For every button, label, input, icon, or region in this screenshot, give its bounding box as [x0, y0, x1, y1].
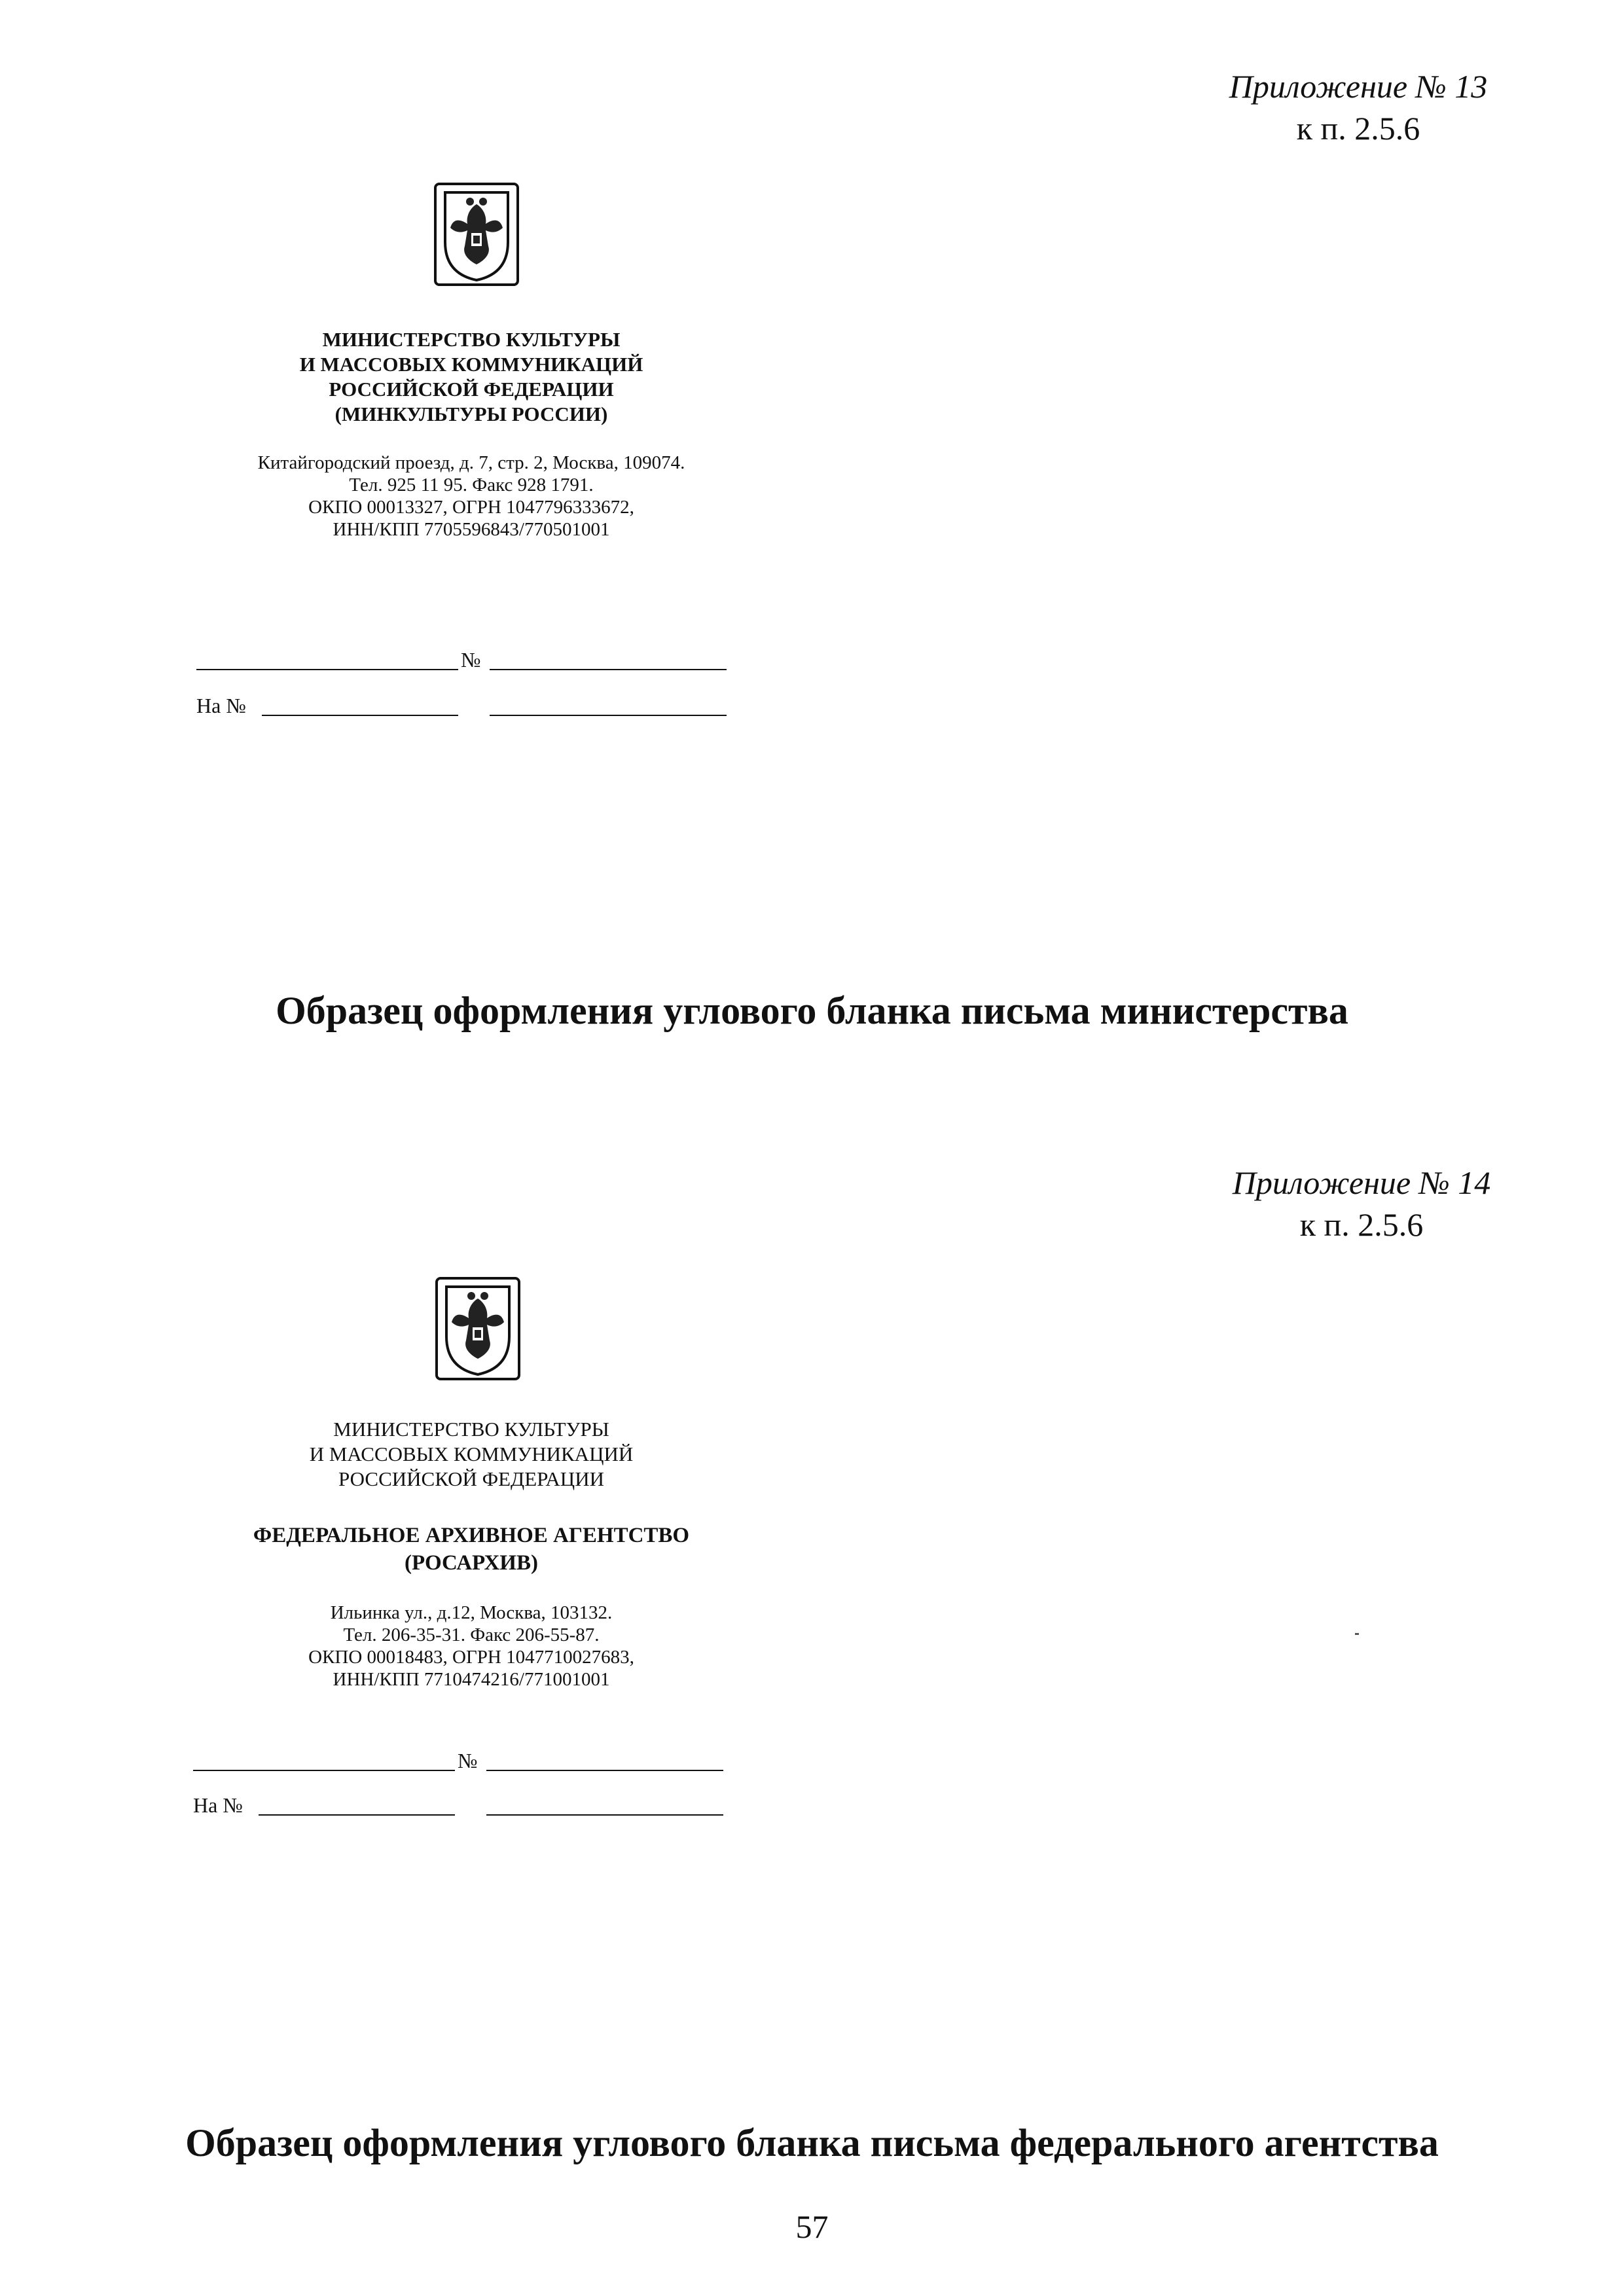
ministry-letterhead: [209, 327, 733, 541]
appendix-13-label: Приложение № 13: [1229, 68, 1488, 105]
phone-line: Тел. 925 11 95. Факс 928 1791.: [349, 475, 594, 495]
reply-date-line[interactable]: [490, 715, 727, 716]
inn-line: ИНН/КПП 7710474216/771001001: [333, 1669, 610, 1690]
address-line: Китайгородский проезд, д. 7, стр. 2, Москва, 109074.: [257, 452, 685, 473]
appendix-13-ref: к п. 2.5.6: [1296, 110, 1420, 147]
registration-row: [193, 1749, 730, 1775]
ministry-name: [209, 1417, 733, 1492]
date-field-line[interactable]: [196, 669, 458, 670]
reply-row: [196, 694, 733, 720]
appendix-14-ref: к п. 2.5.6: [1299, 1206, 1424, 1243]
date-field-line[interactable]: [193, 1770, 455, 1771]
agency-name-line: ФЕДЕРАЛЬНОЕ АРХИВНОЕ АГЕНТСТВО: [253, 1524, 690, 1547]
coat-of-arms-icon: [435, 1276, 521, 1381]
reply-row: [193, 1793, 730, 1820]
agency-short-name: (РОСАРХИВ): [405, 1551, 538, 1575]
agency-address: [209, 1602, 733, 1691]
ministry-name-line: И МАССОВЫХ КОММУНИКАЦИЙ: [299, 353, 643, 376]
page-number: 57: [795, 2208, 829, 2245]
reply-to-label: На №: [196, 694, 246, 717]
okpo-line: ОКПО 00013327, ОГРН 1047796333672,: [308, 497, 634, 518]
number-field-line[interactable]: [490, 669, 727, 670]
ministry-name-line: МИНИСТЕРСТВО КУЛЬТУРЫ: [322, 328, 621, 351]
number-field-line[interactable]: [486, 1770, 723, 1771]
agency-letterhead: [209, 1417, 733, 1691]
appendix-14-label: Приложение № 14: [1232, 1164, 1491, 1201]
ministry-name-line: РОССИЙСКОЙ ФЕДЕРАЦИИ: [338, 1467, 604, 1490]
reply-number-line[interactable]: [259, 1814, 455, 1816]
reply-to-label: На №: [193, 1793, 243, 1817]
ministry-name: [209, 327, 733, 427]
ministry-caption: Образец оформления углового бланка письма министерства: [276, 989, 1348, 1032]
appendix-14-header: [1218, 1162, 1506, 1246]
appendix-13-header: [1214, 65, 1502, 149]
ministry-name-line: И МАССОВЫХ КОММУНИКАЦИЙ: [309, 1443, 634, 1465]
ministry-name-line: РОССИЙСКОЙ ФЕДЕРАЦИИ: [329, 378, 614, 401]
address-line: Ильинка ул., д.12, Москва, 103132.: [330, 1602, 613, 1623]
okpo-line: ОКПО 00018483, ОГРН 1047710027683,: [308, 1647, 634, 1668]
number-label: №: [461, 648, 481, 672]
reply-date-line[interactable]: [486, 1814, 723, 1816]
ministry-short-name: (МИНКУЛЬТУРЫ РОССИИ): [334, 403, 608, 425]
ministry-name-line: МИНИСТЕРСТВО КУЛЬТУРЫ: [333, 1418, 609, 1441]
phone-line: Тел. 206-35-31. Факс 206-55-87.: [343, 1624, 600, 1645]
registration-row: [196, 648, 733, 674]
coat-of-arms-icon: [433, 182, 520, 287]
agency-name: [209, 1522, 733, 1577]
number-label: №: [458, 1749, 478, 1772]
ministry-address: [209, 452, 733, 541]
inn-line: ИНН/КПП 7705596843/770501001: [333, 519, 610, 540]
reply-number-line[interactable]: [262, 715, 458, 716]
agency-caption: Образец оформления углового бланка письма федерального агентства: [185, 2121, 1439, 2164]
scan-speck: [1355, 1633, 1359, 1635]
